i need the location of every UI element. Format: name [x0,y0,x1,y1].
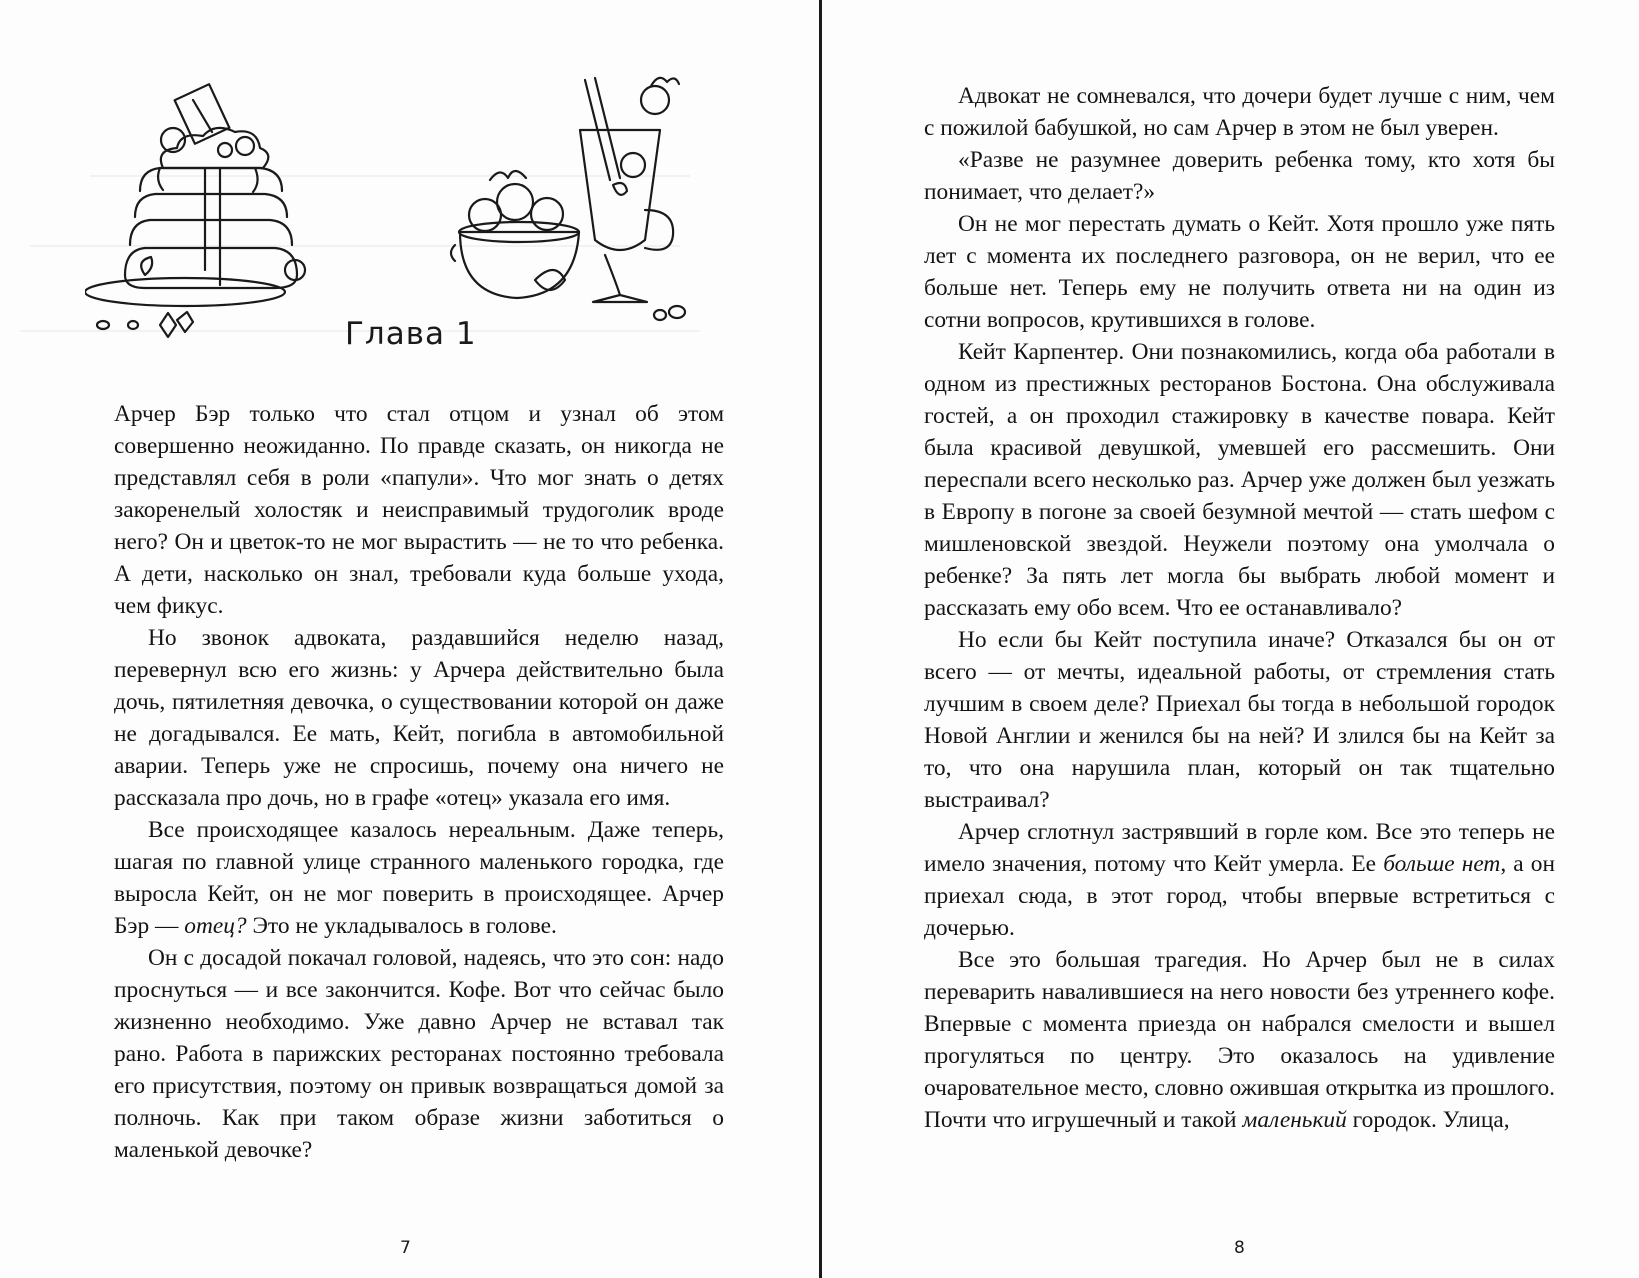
right-page [822,0,1639,1278]
chapter-title: Глава 1 [345,316,477,352]
paragraph-text: городок. Улица, [1346,1107,1510,1133]
paragraph: Но если бы Кейт поступила иначе? Отказался бы он от всего — от мечты, идеальной работы, от стремления стать лучшим в своем деле? Приехал бы тогда в небольшой городок Новой Англии и женился бы на ней? И злился бы на Кейт за то, что она нарушила план, который он так тщательно выстраивал? [924,627,1555,813]
paragraph-text: Арчер сглотнул застрявший в горле ком. Все это теперь не имело значения, потому что Кейт умерла. Ее [924,819,1555,877]
paragraph: Адвокат не сомневался, что дочери будет лучше с ним, чем с пожилой бабушкой, но сам Арчер в этом не был уверен. [924,83,1555,141]
lemon-slice [621,153,645,177]
strawberry [497,184,533,220]
paragraph: Кейт Карпентер. Они познакомились, когда оба работали в одном из престижных ресторанов Бостона. Она обслуживала гостей, а он проходил стажировку в качестве повара. Кейт была красивой девушкой, умевшей его рассмешить. Они переспали всего несколько раз. Арчер уже должен был уезжать в Европу в погоне за своей безумной мечтой — стать шефом с мишленовской звездой. Неужели поэтому она умолчала о ребенке? За пять лет могла бы выбрать любой момент и рассказать ему обо всем. Что ее останавливало? [924,339,1555,621]
leaf [160,313,176,337]
emphasis-text: больше нет [1383,851,1501,877]
strawberry [531,198,563,230]
chocolate-line [193,100,212,132]
leaf [141,257,152,275]
crumb [128,321,138,329]
emphasis-text: маленький [1242,1107,1347,1133]
leaf [451,245,455,261]
drink-glass [580,130,660,250]
page-number-right: 8 [1234,1238,1245,1258]
paragraph-text: Все это большая трагедия. Но Арчер был не в силах переварить навалившиеся на него новости без утреннего кофе. Впервые с момента приезда он набрался смелости и вышел прогуляться по центру. Это оказалось на удивление очаровательное место, словно ожившая открытка из прошлого. Почти что игрушечный и такой [924,947,1555,1133]
pancake-layer [135,194,287,217]
glass-stem [593,255,647,302]
paragraph: Он с досадой покачал головой, надеясь, что это сон: надо проснуться — и все закончится. Кофе. Вот что сейчас было жизненно необходимо. Уже давно Арчер не вставал так рано. Работа в парижских ресторанах постоянно требовала его присутствия, поэтому он привык возвращаться домой за полночь. Как при таком образе жизни заботиться о маленькой девочке? [114,945,724,1163]
crumb [97,321,109,329]
paragraph: Арчер Бэр только что стал отцом и узнал об этом совершенно неожиданно. По правде сказать, он никогда не представлял себя в роли «папули». Что мог знать о детях закоренелый холостяк и неисправимый трудоголик вроде него? Он и цветок-то не мог вырастить — не то что ребенка. А дети, насколько он знал, требовали куда больше ухода, чем фикус. [114,401,724,619]
right-page-body [924,80,1555,1136]
leaf [177,312,193,332]
straw [595,78,620,178]
paragraph-text: Это не укладывалось в голове. [246,913,557,939]
paragraph: «Разве не разумнее доверить ребенка тому, кто хотя бы понимает, что делает?» [924,147,1555,205]
plate-shape [85,278,285,306]
crumb [654,310,666,320]
paragraph [114,814,724,942]
blueberry [218,143,232,157]
paragraph [924,944,1555,1136]
paragraph-text: Все происходящее казалось нереальным. Даже теперь, шагая по главной улице странного маленького городка, где выросла Кейт, он не мог поверить в происходящее. Арчер Бэр — [114,817,724,939]
left-page [0,0,819,1278]
strawberry-slice [613,183,627,195]
page-number-left: 7 [400,1238,411,1258]
paragraph: Он не мог перестать думать о Кейт. Хотя прошло уже пять лет с момента их последнего разговора, он не верил, что ее больше нет. Теперь ему не получить ответа ни на один из сотни вопросов, крутившихся в голове. [924,211,1555,333]
strawberry-leaves [490,171,526,180]
strawberry-leaves [651,78,679,86]
left-page-body [114,398,724,1166]
paragraph-text: , а он приехал сюда, в этот город, чтобы впервые встретиться с дочерью. [924,851,1556,941]
strawberry [641,86,669,114]
paragraph [924,816,1555,944]
pancake-layer [130,220,292,245]
blueberry [236,137,254,155]
paragraph: Но звонок адвоката, раздавшийся неделю назад, перевернул всю его жизнь: у Арчера действительно была дочь, пятилетняя девочка, о существовании которой он даже не догадывался. Ее мать, Кейт, погибла в автомобильной аварии. Теперь уже не спросишь, почему она ничего не рассказала про дочь, но в графе «отец» указала его имя. [114,625,724,811]
emphasis-text: отец? [184,913,247,939]
crumb [669,306,685,318]
syrup-drip [158,168,257,285]
